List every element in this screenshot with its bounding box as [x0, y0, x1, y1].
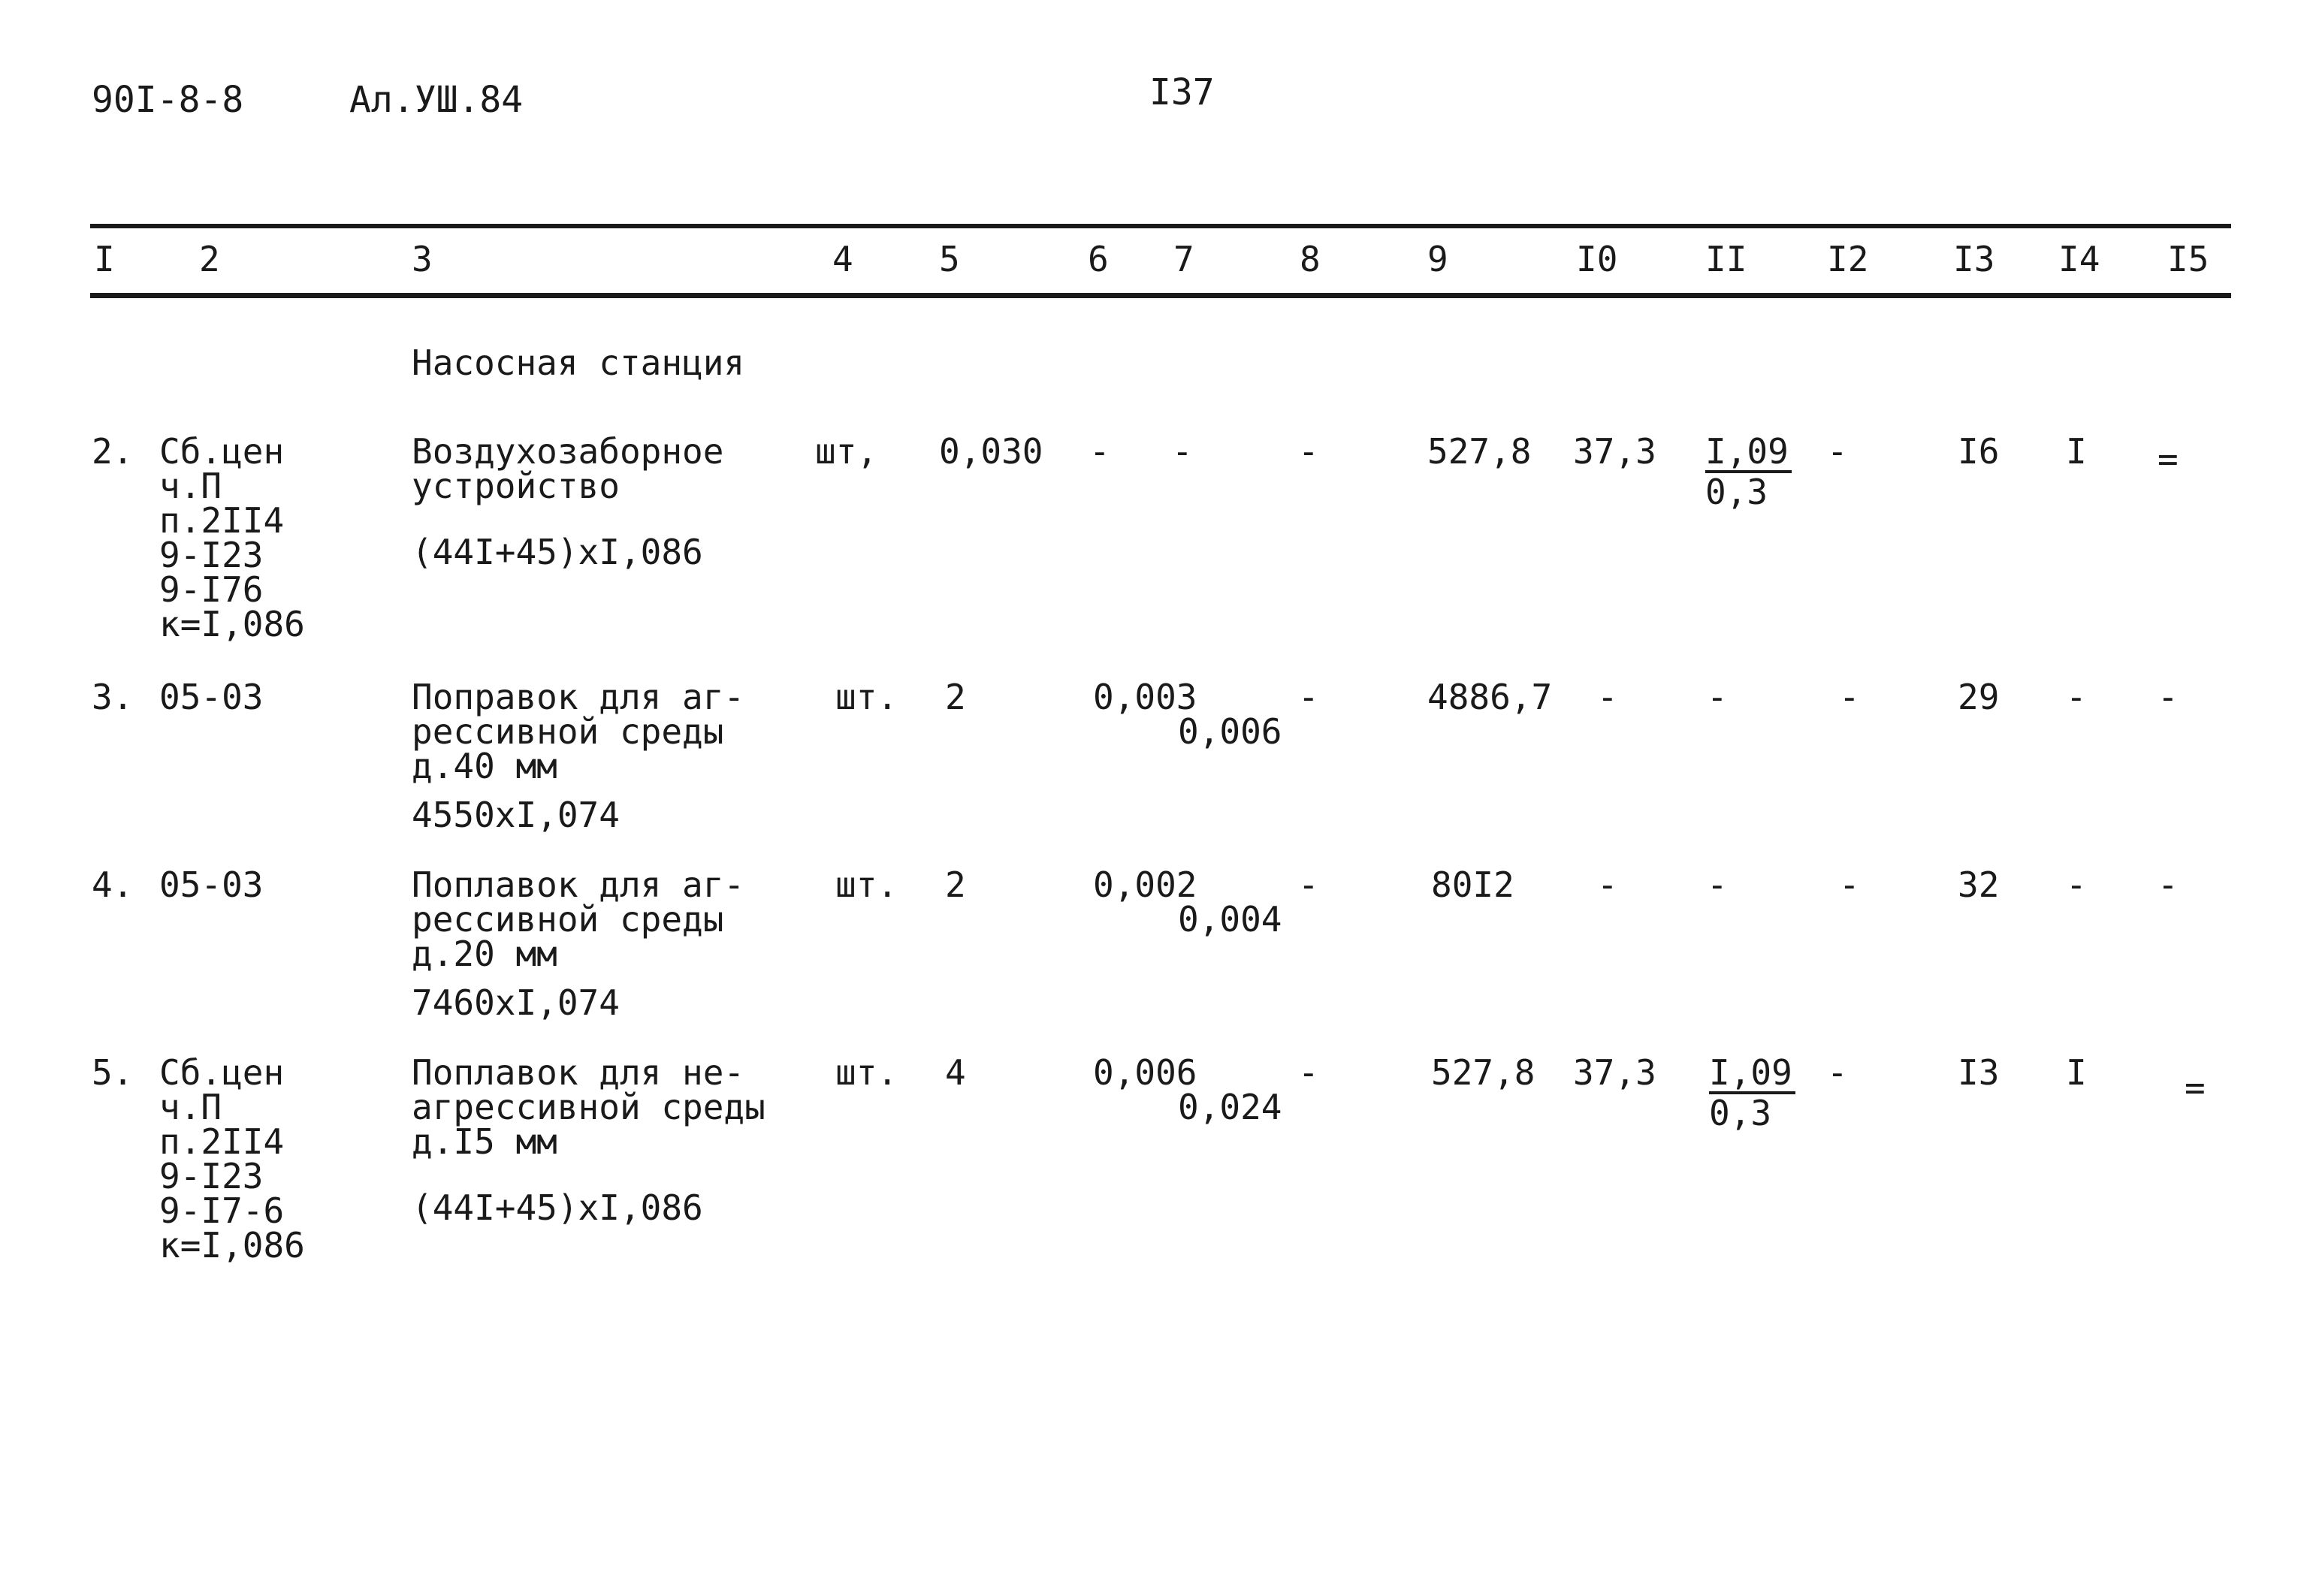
section-title: Насосная станция: [412, 342, 745, 383]
quantity: 0,030: [939, 431, 1043, 472]
item-name: устройство: [412, 466, 620, 506]
cell-col-12: -: [1839, 677, 1860, 717]
column-header: I5: [2167, 239, 2209, 279]
fraction-numerator: I,09: [1705, 434, 1792, 473]
cell-col-15: -: [2158, 864, 2179, 905]
price-reference: ч.П: [159, 1087, 222, 1127]
cell-col-14: I: [2066, 431, 2087, 472]
column-header: 7: [1173, 239, 1194, 279]
cell-col-13: I3: [1958, 1052, 2000, 1093]
price-reference: п.2II4: [159, 500, 285, 541]
cell-col-10: 37,3: [1573, 431, 1656, 472]
cell-col-11-fraction: [1709, 1052, 1795, 1133]
column-header: I: [94, 239, 115, 279]
price-reference: 9-I23: [159, 1156, 264, 1196]
column-header: I4: [2058, 239, 2100, 279]
column-header: 2: [199, 239, 220, 279]
fraction-denominator: 0,3: [1705, 472, 1768, 512]
column-header: 8: [1300, 239, 1321, 279]
cell-col-15: =: [2185, 1067, 2206, 1108]
cell-col-6: 0,003: [1093, 677, 1197, 717]
cell-col-15: =: [2158, 439, 2179, 479]
item-name: Поплавок для аг-: [412, 864, 745, 905]
cell-col-12: -: [1827, 431, 1848, 472]
row-number: 2.: [92, 431, 134, 472]
column-header: II: [1705, 239, 1747, 279]
cell-col-11: -: [1707, 677, 1728, 717]
column-header: 6: [1088, 239, 1109, 279]
price-reference: к=I,086: [159, 604, 305, 644]
item-name: д.I5 мм: [412, 1121, 557, 1162]
cell-col-13: I6: [1958, 431, 2000, 472]
column-header: 9: [1427, 239, 1448, 279]
fraction-denominator: 0,3: [1709, 1093, 1772, 1133]
cell-col-9: 527,8: [1431, 1052, 1535, 1093]
cost-formula: (44I+45)xI,086: [412, 1187, 703, 1228]
cost-formula: 7460xI,074: [412, 982, 620, 1023]
document-code: 90I-8-8: [92, 79, 244, 121]
item-name: Поправок для аг-: [412, 677, 745, 717]
cell-col-6: -: [1089, 431, 1110, 472]
cell-col-11: -: [1707, 864, 1728, 905]
cell-col-7: 0,004: [1178, 899, 1282, 940]
unit: шт.: [835, 864, 898, 905]
price-reference: 05-03: [159, 677, 264, 717]
price-reference: 9-I76: [159, 569, 264, 610]
cell-col-13: 29: [1958, 677, 2000, 717]
item-name: Поплавок для не-: [412, 1052, 745, 1093]
cell-col-7: 0,006: [1178, 711, 1282, 752]
cell-col-6: 0,006: [1093, 1052, 1197, 1093]
unit: шт,: [815, 431, 878, 472]
quantity: 2: [945, 864, 966, 905]
column-header: I2: [1827, 239, 1869, 279]
row-number: 5.: [92, 1052, 134, 1093]
price-reference: 9-I23: [159, 535, 264, 575]
item-name: рессивной среды: [412, 899, 724, 940]
cell-col-11-fraction: [1705, 431, 1792, 512]
cell-col-12: -: [1839, 864, 1860, 905]
table-top-rule: [90, 224, 2231, 228]
price-reference: Сб.цен: [159, 1052, 285, 1093]
cost-formula: 4550xI,074: [412, 795, 620, 835]
page-number: I37: [1149, 71, 1215, 113]
column-header: I3: [1953, 239, 1995, 279]
column-header: 5: [939, 239, 960, 279]
price-reference: 9-I7-6: [159, 1190, 285, 1231]
cell-col-13: 32: [1958, 864, 2000, 905]
item-name: д.40 мм: [412, 746, 557, 786]
cell-col-9: 4886,7: [1427, 677, 1553, 717]
cell-col-8: -: [1298, 1052, 1319, 1093]
price-reference: Сб.цен: [159, 431, 285, 472]
cell-col-14: -: [2066, 864, 2087, 905]
cell-col-6: 0,002: [1093, 864, 1197, 905]
cell-col-14: I: [2066, 1052, 2087, 1093]
album-reference: Ал.УШ.84: [349, 79, 524, 121]
fraction-numerator: I,09: [1709, 1055, 1795, 1094]
column-header: 3: [412, 239, 433, 279]
item-name: агрессивной среды: [412, 1087, 765, 1127]
column-header: I0: [1576, 239, 1618, 279]
cell-col-7: 0,024: [1178, 1087, 1282, 1127]
unit: шт.: [835, 1052, 898, 1093]
cell-col-12: -: [1827, 1052, 1848, 1093]
item-name: Воздухозаборное: [412, 431, 724, 472]
cost-formula: (44I+45)xI,086: [412, 532, 703, 572]
cell-col-15: -: [2158, 677, 2179, 717]
cell-col-8: -: [1298, 864, 1319, 905]
price-reference: ч.П: [159, 466, 222, 506]
cell-col-10: -: [1597, 677, 1618, 717]
price-reference: 05-03: [159, 864, 264, 905]
column-header: 4: [832, 239, 853, 279]
price-reference: п.2II4: [159, 1121, 285, 1162]
table-header-rule: [90, 293, 2231, 298]
item-name: рессивной среды: [412, 711, 724, 752]
cell-col-9: 527,8: [1427, 431, 1532, 472]
unit: шт.: [835, 677, 898, 717]
cell-col-7: -: [1172, 431, 1193, 472]
price-reference: к=I,086: [159, 1225, 305, 1266]
quantity: 4: [945, 1052, 966, 1093]
cell-col-8: -: [1298, 431, 1319, 472]
cell-col-10: -: [1597, 864, 1618, 905]
row-number: 3.: [92, 677, 134, 717]
cell-col-14: -: [2066, 677, 2087, 717]
row-number: 4.: [92, 864, 134, 905]
cell-col-10: 37,3: [1573, 1052, 1656, 1093]
item-name: д.20 мм: [412, 934, 557, 974]
cell-col-8: -: [1298, 677, 1319, 717]
quantity: 2: [945, 677, 966, 717]
cell-col-9: 80I2: [1431, 864, 1514, 905]
